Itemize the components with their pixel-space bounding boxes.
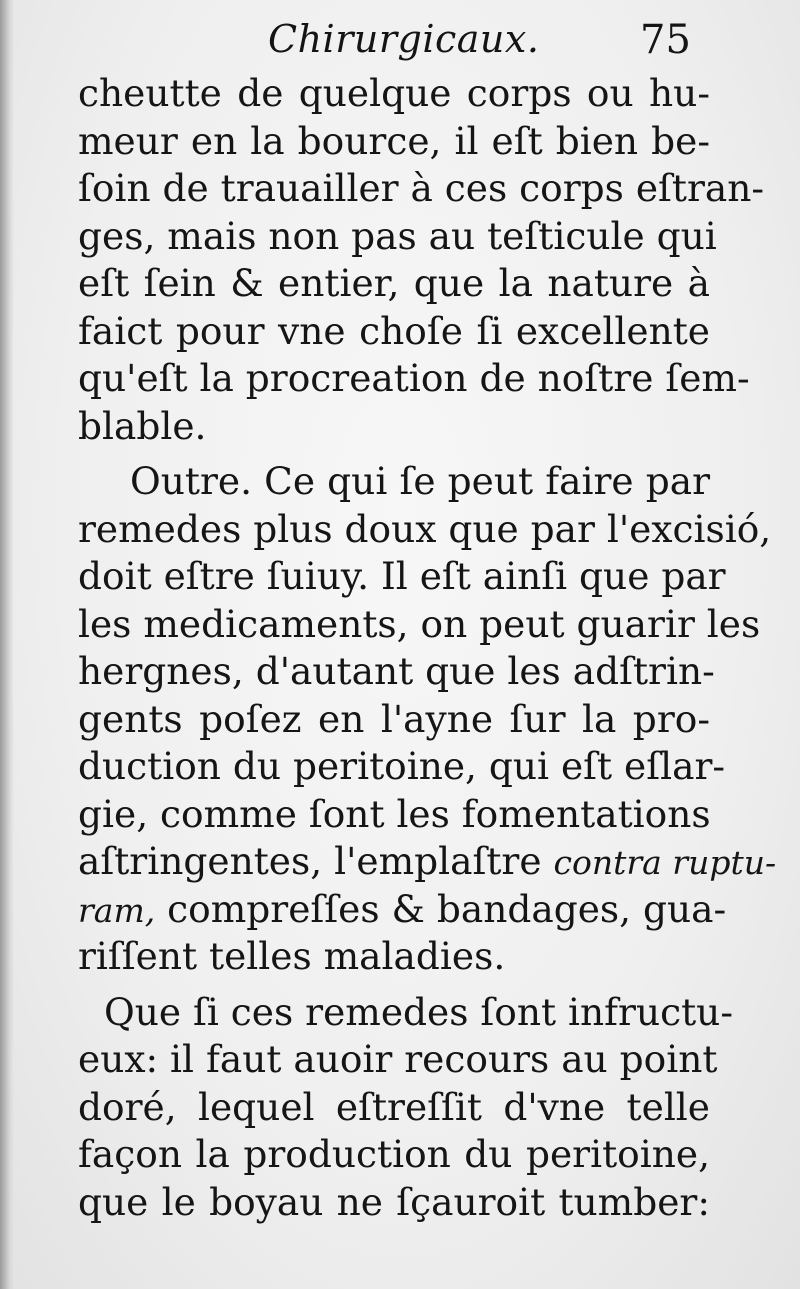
- text-line: ſoin de trauailler à ces corps eſtran-: [78, 166, 765, 210]
- text-line: gie, comme ſont les fomentations: [78, 791, 711, 836]
- text-line: que le boyau ne ſçauroit tumber:: [78, 1179, 710, 1224]
- text-line: ges, mais non pas au teſticule qui: [78, 213, 717, 258]
- text-line: [78, 838, 777, 886]
- text-line: blable.: [78, 403, 207, 448]
- text-line: remedes plus doux que par l'excisió,: [78, 506, 772, 551]
- text-line: gents poſez en l'ayne ſur la pro-: [78, 696, 710, 741]
- text-line: faict pour vne choſe ſi excellente: [78, 308, 710, 353]
- text-segment: aſtringentes, l'emplaſtre: [78, 839, 542, 883]
- text-line: meur en la bource, il eſt bien be-: [78, 118, 710, 163]
- text-line: hergnes, d'autant que les adſtrin-: [78, 649, 715, 693]
- body-text: [78, 70, 777, 1226]
- text-line: doit eſtre ſuiuy. Il eſt ainſi que par: [78, 554, 726, 598]
- text-line: duction du peritoine, qui eſt eſlar-: [78, 744, 726, 788]
- text-line: [78, 886, 727, 934]
- text-line: eux: il faut auoir recours au point: [78, 1037, 718, 1081]
- text-line: qu'eſt la procreation de noſtre ſem-: [78, 356, 750, 400]
- text-line: riſſent telles maladies.: [78, 934, 506, 978]
- text-line: Que ſi ces remedes ſont infructu-: [104, 989, 733, 1034]
- latin-phrase: contra ruptu-: [553, 843, 777, 882]
- text-line: Outre. Ce qui ſe peut faire par: [130, 459, 710, 503]
- text-line: eſt ſein & entier, que la nature à: [78, 261, 710, 305]
- text-line: les medicaments, on peut guarir les: [78, 601, 761, 646]
- text-line: façon la production du peritoine,: [78, 1132, 710, 1176]
- page-number: 75: [640, 17, 691, 63]
- page-header: [0, 14, 800, 64]
- latin-phrase: ram,: [78, 890, 156, 930]
- text-line: doré, lequel eſtreſſit d'vne telle: [78, 1084, 710, 1129]
- page-gutter-shadow: [0, 0, 14, 1289]
- running-head: Chirurgicaux.: [268, 17, 540, 61]
- text-line: cheutte de quelque corps ou hu-: [78, 71, 710, 115]
- text-segment: compreſſes & bandages, gua-: [167, 886, 727, 931]
